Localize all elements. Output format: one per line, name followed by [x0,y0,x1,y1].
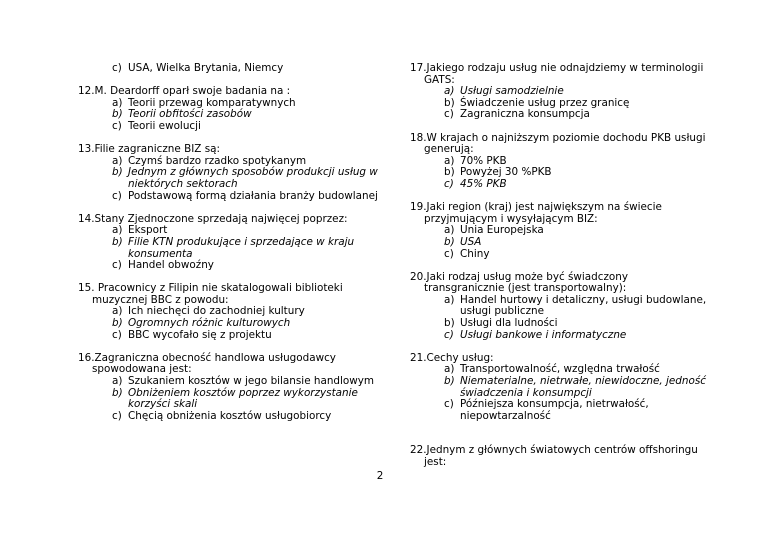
question-14 [78,214,378,272]
question-16 [78,353,378,423]
option-text: Świadczenie usług przez granicę [460,96,630,109]
option-text: Handel obwoźny [128,259,214,272]
option-text: Ich niechęci do zachodniej kultury [128,305,305,318]
question-21 [410,353,710,423]
option-letter: c) [444,328,454,341]
option-text: Teorii przewag komparatywnych [128,96,296,109]
option-letter: c) [112,259,122,272]
option-text: Zagraniczna konsumpcja [460,108,590,121]
option-b [78,388,378,411]
question-head [410,272,710,295]
question-head [410,133,710,156]
option-text: Usługi dla ludności [460,317,558,330]
option-text: USA [460,235,482,248]
option-text: Szukaniem kosztów w jego bilansie handlowym [128,375,375,388]
right-column [410,63,710,480]
option-letter: b) [444,317,455,330]
option-letter: a) [444,224,455,237]
option-b [78,109,378,121]
question-18 [410,133,710,191]
question-number: 16. [78,351,95,364]
option-c [410,109,710,121]
question-text: Pracownicy z Filipin nie skatalogowali biblioteki muzycznej BBC z powodu: [92,282,343,306]
option-letter: b) [444,96,455,109]
question-head [410,445,710,468]
question-head [410,63,710,86]
option-text: 45% PKB [460,177,507,190]
option-a [410,225,710,237]
option-text: Późniejsza konsumpcja, nietrwałość, niepowtarzalność [460,398,649,422]
question-text: Jaki rodzaj usług może być świadczony transgranicznie (jest transportowalny): [424,270,629,295]
question-text: Zagraniczna obecność handlowa usługodawcy spowodowana jest: [92,351,336,376]
option-b [78,237,378,260]
option-text: Filie KTN produkujące i sprzedające w kraju konsumenta [128,235,355,260]
option-letter: a) [444,85,455,98]
question-number: 22. [410,444,427,457]
question-number: 15. [78,282,95,295]
option-c [410,179,710,191]
option-text: Niematerialne, nietrwałe, niewidoczne, jedność świadczenia i konsumpcji [460,375,706,399]
option-letter: a) [112,305,123,318]
option-letter: c) [444,177,454,190]
question-text: Cechy usług: [426,351,494,364]
option-c [410,330,710,342]
question-13 [78,144,378,202]
option-c [78,191,378,203]
question-number: 18. [410,131,427,144]
question-head [78,214,378,226]
question-12 [78,86,378,132]
question-number: 14. [78,212,95,225]
question-text: W krajach o najniższym poziomie dochodu PKB usługi generują: [424,131,706,156]
option-letter: c) [112,62,122,74]
option-text: Powyżej 30 %PKB [460,166,552,179]
option-b [410,237,710,249]
option-c [78,330,378,342]
question-text: M. Deardorff oparł swoje badania na : [94,85,291,98]
option-c [410,399,710,422]
option-letter: a) [112,224,123,237]
option-text: Czymś bardzo rzadko spotykanym [128,154,307,167]
option-text: Ogromnych różnic kulturowych [128,317,291,330]
option-a [410,295,710,318]
question-text: Filie zagraniczne BIZ są: [94,143,220,156]
question-20 [410,272,710,342]
option-text: Teorii obfitości zasobów [128,108,252,121]
option-b [410,167,710,179]
question-text: Jaki region (kraj) jest największym na świecie przyjmującym i wysyłającym BIZ: [424,201,662,225]
question-17 [410,63,710,121]
option-text: Podstawową formą działania branży budowlanej [128,189,378,202]
option-letter: b) [112,108,123,121]
option-letter: c) [444,108,454,121]
question-text: Stany Zjednoczone sprzedają najwięcej poprzez: [94,212,348,225]
option-letter: c) [112,409,122,422]
question-number: 21. [410,351,427,364]
option-letter: a) [444,363,455,376]
option-letter: b) [112,235,123,248]
option-a [410,156,710,168]
option-letter: b) [444,166,455,179]
question-number: 19. [410,201,427,214]
question-number: 12. [78,85,95,98]
option-letter: b) [112,386,123,399]
question-15 [78,283,378,341]
option-letter: a) [112,154,123,167]
option-letter: b) [444,375,455,388]
option-text: USA, Wielka Brytania, Niemcy [128,62,284,74]
option-letter: a) [444,154,455,167]
option-letter: c) [112,189,122,202]
option-letter: c) [112,328,122,341]
option-text: Chiny [460,247,490,260]
question-number: 20. [410,270,427,283]
question-22 [410,445,710,468]
option-letter: a) [112,375,123,388]
option-c [78,260,378,272]
option-text: Chęcią obniżenia kosztów usługobiorcy [128,409,332,422]
question-number: 13. [78,143,95,156]
question-head [78,353,378,376]
option-text: Jednym z głównych sposobów produkcji usług w niektórych sektorach [128,166,378,190]
question-text: Jakiego rodzaju usług nie odnajdziemy w terminologii GATS: [424,62,704,86]
option-c [78,121,378,133]
option-text: BBC wycofało się z projektu [128,328,272,341]
option-text: 70% PKB [460,154,507,167]
left-column [78,63,378,434]
option-letter: c) [444,398,454,411]
option-letter: b) [444,235,455,248]
option-text: Unia Europejska [460,224,544,237]
option-letter: c) [444,247,454,260]
option-letter: a) [444,293,455,306]
option-text: Obniżeniem kosztów poprzez wykorzystanie korzyści skali [128,386,358,411]
option-letter: b) [112,166,123,179]
question-head [78,283,378,306]
option-letter: a) [112,96,123,109]
question-head [410,202,710,225]
page-number: 2 [376,470,384,482]
option-b [78,167,378,190]
carryover-option [78,63,378,75]
question-19 [410,202,710,260]
option-letter: c) [112,119,122,132]
question-number: 17. [410,62,427,74]
option-text: Usługi samodzielnie [460,85,564,98]
option-c [78,411,378,423]
option-letter: b) [112,317,123,330]
option-text: Transportowalność, względna trwałość [460,363,660,376]
option-text: Eksport [128,224,168,237]
option-text: Teorii ewolucji [128,119,201,132]
option-c [410,249,710,261]
option-text: Handel hurtowy i detaliczny, usługi budowlane, usługi publiczne [460,293,707,318]
option-b [410,376,710,399]
question-text: Jednym z głównych światowych centrów offshoringu jest: [424,444,698,468]
option-text: Usługi bankowe i informatyczne [460,328,627,341]
